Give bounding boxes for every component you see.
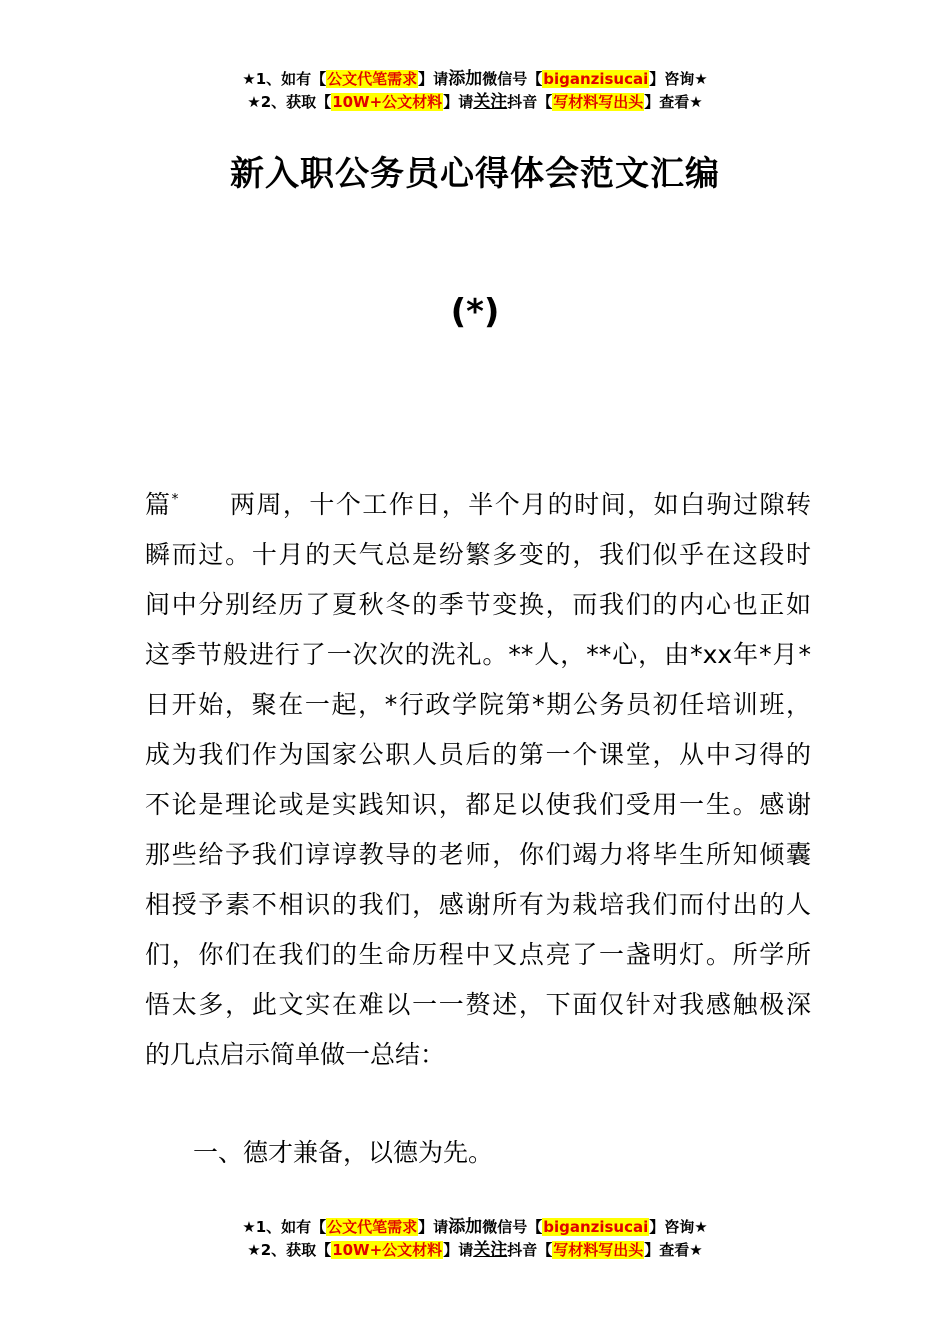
banner-highlight: 10W+公文材料 [332, 1241, 443, 1259]
paragraph-line: 悟太多，此文实在难以一一赘述，下面仅针对我感触极深 [145, 990, 811, 1019]
paragraph-line: 瞬而过。十月的天气总是纷繁多变的，我们似乎在这段时 [145, 540, 811, 569]
paragraph-line: 相授予素不相识的我们，感谢所有为栽培我们而付出的人 [145, 890, 811, 919]
banner-highlight: 公文代笔需求 [327, 70, 418, 88]
banner-text: 】查看★ [644, 93, 703, 111]
banner-text: 】请 [418, 1218, 449, 1236]
paragraph-line: 间中分别经历了夏秋冬的季节变换，而我们的内心也正如 [145, 590, 811, 619]
banner-text: 抖音【 [507, 1241, 553, 1259]
banner-highlight: 公文代笔需求 [327, 1218, 418, 1236]
banner-text: 微信号【 [482, 70, 543, 88]
banner-line-1 [0, 1216, 950, 1239]
banner-text: 】请 [418, 70, 449, 88]
section-label: 篇* [145, 490, 179, 519]
paragraph-line: 日开始，聚在一起，*行政学院第*期公务员初任培训班， [145, 690, 811, 719]
banner-highlight: 写材料写出头 [553, 93, 644, 111]
document-subtitle: (*) [450, 292, 500, 332]
header-banner [0, 68, 950, 114]
banner-text: 】咨询★ [649, 70, 708, 88]
banner-emphasis: 关注 [473, 1240, 508, 1260]
paragraph-line: 那些给予我们谆谆教导的老师，你们竭力将毕生所知倾囊 [145, 840, 811, 869]
banner-text: 】请 [443, 1241, 474, 1259]
section-heading: 一、德才兼备，以德为先。 [193, 1138, 494, 1167]
banner-highlight: 写材料写出头 [553, 1241, 644, 1259]
banner-emphasis: 关注 [473, 92, 508, 112]
banner-text: 】查看★ [644, 1241, 703, 1259]
banner-text: 微信号【 [482, 1218, 543, 1236]
banner-text: ★2、获取【 [247, 1241, 332, 1259]
paragraph-line: 篇* 两周，十个工作日，半个月的时间，如白驹过隙转 [145, 490, 811, 519]
paragraph-line: 不论是理论或是实践知识，都足以使我们受用一生。感谢 [145, 790, 811, 819]
banner-line-2 [0, 1239, 950, 1262]
paragraph-line: 们，你们在我们的生命历程中又点亮了一盏明灯。所学所 [145, 940, 811, 969]
paragraph-line: 这季节般进行了一次次的洗礼。**人，**心，由*xx年*月* [145, 640, 811, 669]
banner-highlight: biganzisucai [543, 70, 649, 88]
banner-text: 抖音【 [507, 93, 553, 111]
banner-text: ★1、如有【 [242, 1218, 327, 1236]
footer-banner [0, 1216, 950, 1262]
paragraph-line: 成为我们作为国家公职人员后的第一个课堂，从中习得的 [145, 740, 811, 769]
document-title: 新入职公务员心得体会范文汇编 [230, 154, 720, 194]
banner-text: ★1、如有【 [242, 70, 327, 88]
paragraph-line: 的几点启示简单做一总结： [145, 1040, 446, 1069]
banner-line-2 [0, 91, 950, 114]
banner-highlight: 10W+公文材料 [332, 93, 443, 111]
banner-text: ★2、获取【 [247, 93, 332, 111]
banner-text: 】请 [443, 93, 474, 111]
banner-line-1 [0, 68, 950, 91]
banner-highlight: biganzisucai [543, 1218, 649, 1236]
banner-emphasis: 添加 [448, 1217, 483, 1237]
banner-text: 】咨询★ [649, 1218, 708, 1236]
banner-emphasis: 添加 [448, 69, 483, 89]
body-paragraph [145, 480, 811, 1080]
